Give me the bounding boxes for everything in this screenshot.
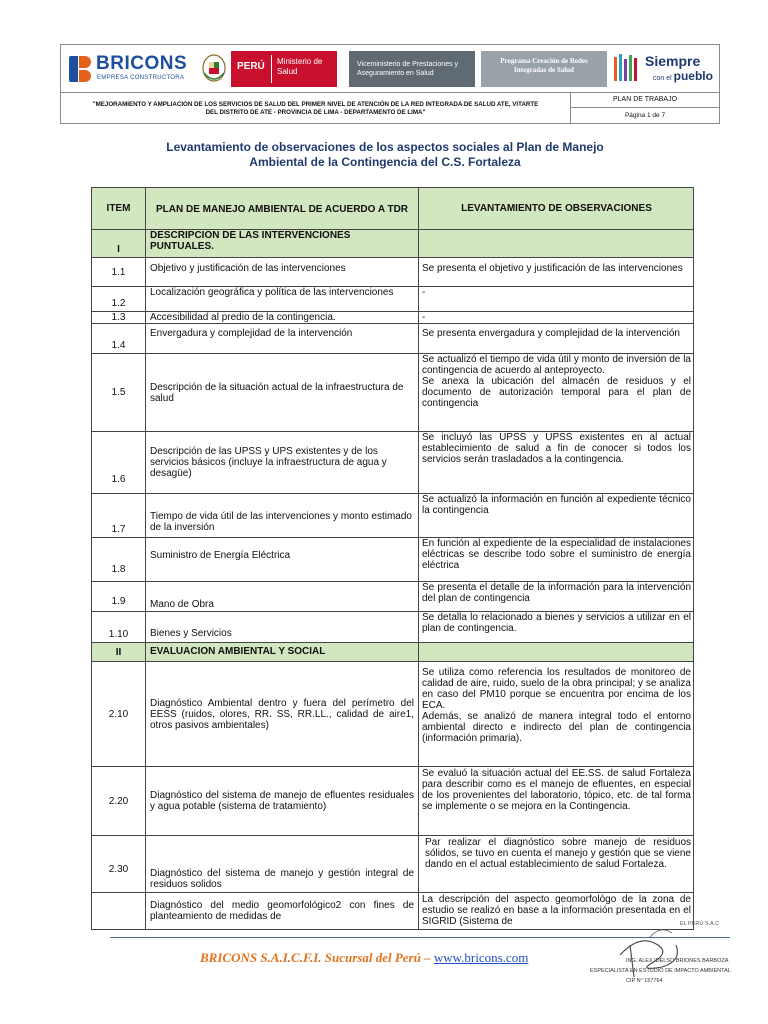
plan-cell: Bienes y Servicios — [146, 612, 419, 642]
item-cell: 2.10 — [92, 662, 146, 766]
table-row — [91, 494, 694, 538]
item-cell: 1.8 — [92, 538, 146, 581]
bricons-logo-icon — [69, 56, 91, 82]
plan-cell: Diagnóstico Ambiental dentro y fuera del perímetro del EESS (ruidos, olores, RR. SS, RR.LL., calidad de aire1, otros pasivos ambientales) — [146, 662, 419, 766]
item-cell — [92, 893, 146, 929]
header-plan: PLAN DE MANEJO AMBIENTAL DE ACUERDO A TDR — [146, 188, 419, 229]
footer-company: BRICONS S.A.I.C.F.I. Sucursal del Perú – www.bricons.com — [200, 950, 529, 965]
table-row — [91, 662, 694, 767]
peru-ministry-badge — [231, 51, 337, 87]
plan-cell: Tiempo de vida útil de las intervenciones y monto estimado de la inversión — [146, 494, 419, 537]
lev-cell: En función al expediente de la especialidad de instalaciones eléctricas se describe todo sobre el suministro de energía eléctrica — [422, 538, 691, 571]
plan-cell: Suministro de Energía Eléctrica — [146, 538, 419, 581]
item-cell: 1.10 — [92, 612, 146, 642]
section-row-I — [91, 230, 694, 258]
plan-cell: Envergadura y complejidad de la intervención — [146, 324, 419, 353]
table-row — [91, 582, 694, 612]
signer-name: ING. ALEX IDELSO BRIONES BARBOZA — [626, 958, 729, 964]
lev-cell: Se utiliza como referencia los resultados de monitoreo de calidad de aire, ruido, suelo de la obra principal; y se analiza en caso del PM10 porque se encuentra por encima de los ECA. Además, se analizó de manera integral todo el entorno ambiental directo e indirecto del plan de contingencia (información primaria). — [422, 667, 691, 744]
lev-cell: - — [422, 312, 426, 323]
lev-cell: Se evaluó la situación actual del EE.SS. de salud Fortaleza para describir como es el manejo de efluentes, en especial de los provenientes del laboratorio, tópico, etc. de tal forma se implemente o se mejora en la Contingencia. — [422, 768, 691, 812]
siempre-logo — [613, 49, 717, 89]
company-name: BRICONS — [96, 53, 188, 74]
table-row — [91, 538, 694, 582]
lev-cell: Se presenta el detalle de la información para la intervención del plan de contingencia — [422, 582, 691, 604]
lev-cell: Se actualizó el tiempo de vida útil y monto de inversión de la contingencia de acuerdo al anteproyecto. Se anexa la ubicación del almacén de residuos y el documento de autorización temporal para el plan de contingencia — [422, 354, 691, 409]
project-name: "MEJORAMIENTO Y AMPLIACION DE LOS SERVICIOS DE SALUD DEL PRIMER NIVEL DE ATENCIÓN DE LA RED INTEGRADA DE SALUD ATE, VITARTE DEL DISTRITO DE ATE - PROVINCIA DE LIMA - DEPARTAMENTO DE LIMA" — [61, 93, 571, 124]
plan-cell: Mano de Obra — [146, 582, 419, 611]
plan-label: PLAN DE TRABAJO — [571, 93, 719, 108]
item-cell: 1.1 — [92, 258, 146, 286]
plan-cell: Objetivo y justificación de las intervenciones — [146, 258, 419, 286]
item-cell: 2.20 — [92, 767, 146, 835]
footer-website-link[interactable]: www.bricons.com — [433, 950, 529, 965]
plan-cell: Localización geográfica y política de las intervenciones — [146, 287, 419, 311]
section-number: II — [92, 643, 146, 661]
stamp-text: EL PERÚ S.A.C — [680, 921, 720, 927]
section-number: I — [92, 230, 146, 257]
document-header — [60, 44, 720, 124]
section-empty — [419, 643, 694, 661]
table-row — [91, 354, 694, 432]
ministerio-label: Ministerio de Salud — [277, 57, 323, 76]
item-cell: 1.3 — [92, 312, 146, 323]
table-row — [91, 767, 694, 836]
lev-cell: - — [422, 287, 426, 298]
logo-bar — [61, 45, 719, 93]
viceministerio-label: Viceministerio de Prestaciones y Aseguramiento en Salud — [349, 51, 475, 87]
table-row — [91, 287, 694, 312]
item-cell: 1.6 — [92, 432, 146, 493]
page-number: Página 1 de 7 — [624, 112, 666, 119]
signer-cip: CIP N° 157764 — [626, 978, 663, 984]
table-header-row — [91, 187, 694, 230]
table-row — [91, 836, 694, 893]
table-row — [91, 258, 694, 287]
siempre-logo-icon — [613, 53, 641, 83]
lev-cell: Se detalla lo relacionado a bienes y servicios a utilizar en el plan de contingencia. — [422, 612, 691, 634]
lev-cell: Se incluyó las UPSS y UPSS existentes en al actual establecimiento de salud a fin de conocer si todos los servicios serán trasladados a la contingencia. — [422, 432, 691, 465]
company-subtitle: EMPRESA CONSTRUCTORA — [97, 75, 185, 81]
section-label: DESCRIPCIÓN DE LAS INTERVENCIONES PUNTUALES. — [146, 230, 419, 257]
lev-cell: Se actualizó la información en función al expediente técnico la contingencia — [422, 494, 691, 516]
siempre-text: Siempre — [645, 53, 701, 69]
table-row — [91, 312, 694, 324]
item-cell: 1.2 — [92, 287, 146, 311]
document-title: Levantamiento de observaciones de los aspectos sociales al Plan de Manejo Ambiental de la Contingencia del C.S. Fortaleza — [166, 140, 604, 169]
table-row — [91, 432, 694, 494]
item-cell: 1.4 — [92, 324, 146, 353]
plan-cell: Diagnóstico del sistema de manejo y gestión integral de residuos solidos — [146, 836, 419, 892]
item-cell: 1.5 — [92, 354, 146, 431]
table-row — [91, 612, 694, 643]
programa-label: Programa Creación de Redes Integradas de Salud — [481, 51, 607, 87]
item-cell: 2.30 — [92, 836, 146, 892]
lev-cell: Se presenta envergadura y complejidad de la intervención — [422, 328, 680, 339]
con-el-pueblo-text: con el pueblo — [653, 69, 713, 83]
lev-cell: La descripción del aspecto geomorfológo de la zona de estudio se realizó en base a la información presentada en el SIGRID (Sistema de — [422, 894, 691, 927]
plan-cell: Diagnóstico del sistema de manejo de efluentes residuales y agua potable (sistema de tratamiento) — [146, 767, 419, 835]
table-row — [91, 324, 694, 354]
item-cell: 1.9 — [92, 582, 146, 611]
bricons-logo — [69, 53, 188, 87]
lev-cell: Par realizar el diagnóstico sobre manejo de residuos sólidos, se tuvo en cuenta el manejo y gestión que se viene dando en el actual establecimiento de salud Fortaleza. — [425, 837, 691, 870]
section-label: EVALUACION AMBIENTAL Y SOCIAL — [146, 643, 419, 661]
peru-seal-icon — [201, 53, 227, 83]
peru-label: PERÚ — [237, 61, 265, 72]
section-empty — [419, 230, 694, 257]
lev-cell: Se presenta el objetivo y justificación de las intervenciones — [422, 263, 683, 274]
header-item: ITEM — [92, 188, 146, 229]
header-levantamiento: LEVANTAMIENTO DE OBSERVACIONES — [461, 203, 652, 214]
plan-cell: Descripción de las UPSS y UPS existentes y de los servicios básicos (incluye la infraestructura de agua y desagüe) — [146, 432, 419, 493]
item-cell: 1.7 — [92, 494, 146, 537]
plan-cell: Descripción de la situación actual de la infraestructura de salud — [146, 354, 419, 431]
section-row-II — [91, 643, 694, 662]
plan-cell: Accesibilidad al predio de la contingencia. — [146, 312, 419, 323]
plan-cell: Diagnóstico del medio geomorfológico2 con fines de planteamiento de medidas de — [146, 893, 419, 929]
signer-role: ESPECIALISTA EN ESTUDIO DE IMPACTO AMBIENTAL — [590, 968, 731, 974]
